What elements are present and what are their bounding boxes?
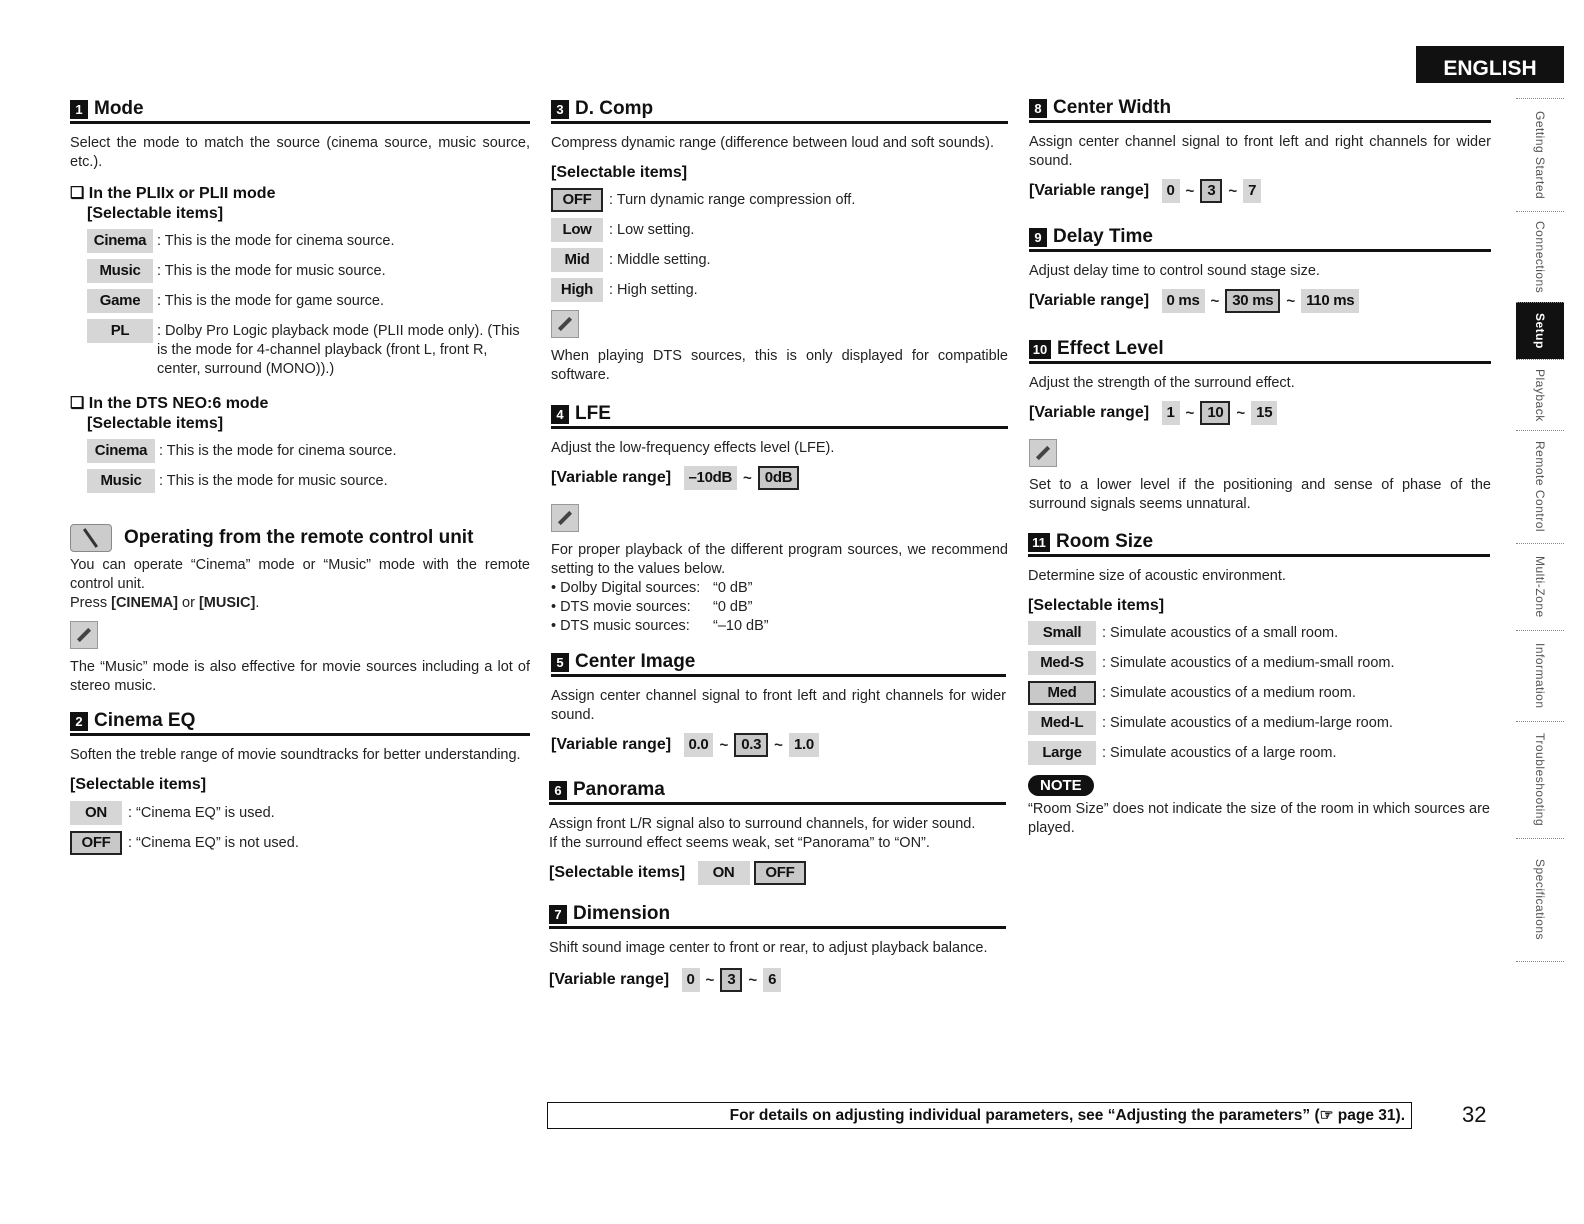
pencil-icon <box>551 310 579 338</box>
pencil-icon <box>551 504 579 532</box>
dts-selectable-label: [Selectable items] <box>87 415 224 432</box>
cinema-eq-description: Soften the treble range of movie soundtracks for better understanding. <box>70 747 521 763</box>
lfe-recommendations: • Dolby Digital sources: “0 dB” • DTS movie sources: “0 dB” • DTS music sources: “–10 dB” <box>551 580 769 634</box>
effect-level-section <box>1029 338 1491 514</box>
remote-control-icon <box>70 524 112 552</box>
pencil-icon <box>70 621 98 649</box>
room-size-description: Determine size of acoustic environment. <box>1028 568 1286 584</box>
list-item: OFF : Turn dynamic range compression off. <box>551 188 1008 212</box>
remote-text: You can operate “Cinema” mode or “Music” mode with the remote control unit. <box>70 557 530 592</box>
side-tab-information[interactable]: Information <box>1516 630 1564 721</box>
footer-reference: For details on adjusting individual parameters, see “Adjusting the parameters” (☞ page 31). <box>547 1102 1412 1129</box>
lfe-note: For proper playback of the different program sources, we recommend setting to the values below. <box>551 542 1008 577</box>
note-badge: NOTE <box>1028 775 1094 796</box>
center-width-range: [Variable range] 0 ~ 3 ~ 7 <box>1029 179 1491 203</box>
delay-time-range: [Variable range] 0 ms ~ 30 ms ~ 110 ms <box>1029 289 1491 313</box>
list-item: Music : This is the mode for music source. <box>87 469 530 493</box>
dts-heading: ❑ In the DTS NEO:6 mode <box>70 395 269 412</box>
panorama-description-2: If the surround effect seems weak, set “Panorama” to “ON”. <box>549 835 930 851</box>
lfe-range: [Variable range] –10dB ~ 0dB <box>551 466 1008 490</box>
panorama-description-1: Assign front L/R signal also to surround channels, for wider sound. <box>549 816 976 832</box>
side-tab-setup[interactable]: Setup <box>1516 302 1564 359</box>
panorama-section <box>549 779 1006 885</box>
list-item: Low : Low setting. <box>551 218 1008 242</box>
side-tabs <box>1516 98 1564 962</box>
room-size-note: “Room Size” does not indicate the size of the room in which sources are played. <box>1028 801 1490 836</box>
pl-heading: ❑ In the PLIIx or PLII mode <box>70 185 276 202</box>
dcomp-description: Compress dynamic range (difference between loud and soft sounds). <box>551 135 995 151</box>
list-item: High : High setting. <box>551 278 1008 302</box>
side-tab-specifications[interactable]: Specifications <box>1516 838 1564 962</box>
center-image-heading: 5 Center Image <box>551 651 1006 677</box>
list-item: Med-L : Simulate acoustics of a medium-large room. <box>1028 711 1490 735</box>
list-item: Med : Simulate acoustics of a medium room. <box>1028 681 1490 705</box>
center-image-section <box>551 651 1006 757</box>
list-item: Cinema : This is the mode for cinema source. <box>87 229 530 253</box>
mode-section <box>70 98 530 499</box>
dimension-heading: 7 Dimension <box>549 903 1006 929</box>
center-width-heading: 8 Center Width <box>1029 97 1491 123</box>
page-number: 32 <box>1462 1102 1487 1127</box>
list-item: Large : Simulate acoustics of a large room. <box>1028 741 1490 765</box>
list-item: PL : Dolby Pro Logic playback mode (PLII mode only). (This is the mode for 4-channel playback (front L, front R, center, surround (MONO)).) <box>87 319 530 379</box>
mode-description: Select the mode to match the source (cinema source, music source, etc.). <box>70 135 530 170</box>
list-item: Med-S : Simulate acoustics of a medium-small room. <box>1028 651 1490 675</box>
remote-press-line: Press [CINEMA] or [MUSIC]. <box>70 595 260 611</box>
center-width-section <box>1029 97 1491 203</box>
side-tab-multi-zone[interactable]: Multi-Zone <box>1516 543 1564 630</box>
lfe-description: Adjust the low-frequency effects level (LFE). <box>551 440 835 456</box>
center-image-description: Assign center channel signal to front left and right channels for wider sound. <box>551 688 1006 723</box>
dcomp-section <box>551 98 1008 385</box>
center-image-range: [Variable range] 0.0 ~ 0.3 ~ 1.0 <box>551 733 1006 757</box>
effect-level-description: Adjust the strength of the surround effect. <box>1029 375 1295 391</box>
cinema-eq-heading: 2 Cinema EQ <box>70 710 530 736</box>
cinema-eq-selectable-label: [Selectable items] <box>70 776 207 793</box>
list-item: Mid : Middle setting. <box>551 248 1008 272</box>
pencil-icon <box>1029 439 1057 467</box>
lfe-heading: 4 LFE <box>551 403 1008 429</box>
list-item: Small : Simulate acoustics of a small room. <box>1028 621 1490 645</box>
center-width-description: Assign center channel signal to front left and right channels for wider sound. <box>1029 134 1491 169</box>
cinema-eq-section <box>70 710 530 861</box>
side-tab-troubleshooting[interactable]: Troubleshooting <box>1516 721 1564 838</box>
side-tab-remote-control[interactable]: Remote Control <box>1516 430 1564 543</box>
side-tab-connections[interactable]: Connections <box>1516 211 1564 302</box>
delay-time-description: Adjust delay time to control sound stage size. <box>1029 263 1320 279</box>
effect-level-note: Set to a lower level if the positioning and sense of phase of the surround signals seems unnatural. <box>1029 477 1491 512</box>
pl-selectable-label: [Selectable items] <box>87 205 224 222</box>
dcomp-heading: 3 D. Comp <box>551 98 1008 124</box>
side-tab-playback[interactable]: Playback <box>1516 359 1564 430</box>
list-item: Music : This is the mode for music source. <box>87 259 530 283</box>
language-tab: ENGLISH <box>1416 46 1564 83</box>
list-item: ON : “Cinema EQ” is used. <box>70 801 530 825</box>
panorama-heading: 6 Panorama <box>549 779 1006 805</box>
room-size-section <box>1028 531 1490 838</box>
effect-level-heading: 10 Effect Level <box>1029 338 1491 364</box>
dimension-description: Shift sound image center to front or rear, to adjust playback balance. <box>549 940 988 956</box>
list-item: Game : This is the mode for game source. <box>87 289 530 313</box>
side-tab-getting-started[interactable]: Getting Started <box>1516 98 1564 211</box>
remote-title: Operating from the remote control unit <box>124 527 474 548</box>
list-item: OFF : “Cinema EQ” is not used. <box>70 831 530 855</box>
effect-level-range: [Variable range] 1 ~ 10 ~ 15 <box>1029 401 1491 425</box>
dimension-range: [Variable range] 0 ~ 3 ~ 6 <box>549 968 1006 992</box>
room-size-selectable-label: [Selectable items] <box>1028 597 1165 614</box>
panorama-options: [Selectable items] ON OFF <box>549 861 1006 885</box>
remote-section <box>70 524 530 696</box>
dimension-section <box>549 903 1006 992</box>
mode-heading: 1 Mode <box>70 98 530 124</box>
lfe-section <box>551 403 1008 636</box>
delay-time-heading: 9 Delay Time <box>1029 226 1491 252</box>
room-size-heading: 11 Room Size <box>1028 531 1490 557</box>
dcomp-note: When playing DTS sources, this is only displayed for compatible software. <box>551 348 1008 383</box>
delay-time-section <box>1029 226 1491 313</box>
remote-note: The “Music” mode is also effective for movie sources including a lot of stereo music. <box>70 659 530 694</box>
dcomp-selectable-label: [Selectable items] <box>551 164 688 181</box>
list-item: Cinema : This is the mode for cinema source. <box>87 439 530 463</box>
